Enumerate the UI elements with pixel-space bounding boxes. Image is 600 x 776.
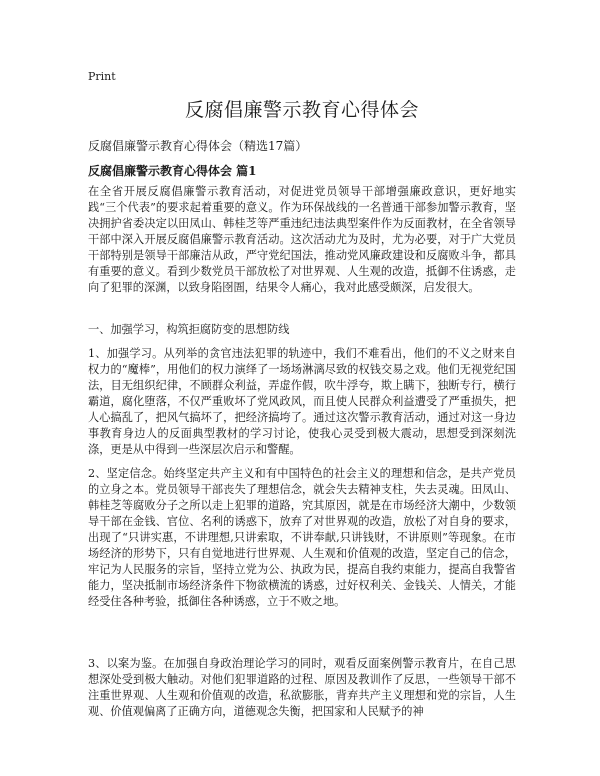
paragraph-item-1: 1、加强学习。从列举的贪官违法犯罪的轨迹中，我们不难看出，他们的不义之财来自权力的“魔棒”，用他们的权力演绎了一场场淋漓尽致的权钱交易之戏。他们无视党纪国法，目无组织纪律，不顾群众利益，弄虚作假，吹牛浮夸，欺上瞒下，独断专行，横行霸道，腐化堕落，不仅严重败坏了党风政风，而且使人民群众利益遭受了严重损失，把人心搞乱了，把风气搞坏了，把经济搞垮了。通过这次警示教育活动，通过对这一身边事教育身边人的反面典型教材的学习讨论，使我心灵受到极大震动，思想受到深刻洗涤，更是从中得到一些深层次启示和警醒。 [88,347,516,456]
intro-paragraph: 在全省开展反腐倡廉警示教育活动，对促进党员领导干部增强廉政意识，更好地实践“三个代表”的要求起着重要的意义。作为环保战线的一名普通干部参加警示教育，坚决拥护省委决定以田凤山、韩桂芝等严重违纪违法典型案件作为反面教材，在全省领导干部中深入开展反腐倡廉警示教育活动。这次活动尤为及时，尤为必要，对于广大党员干部特别是领导干部廉洁从政，严守党纪国法，推动党风廉政建设和反腐败斗争，都具有重要的意义。看到少数党员干部放松了对世界观、人生观的改造，抵御不住诱惑，走向了犯罪的深渊，以致身陷囹圄，结果令人痛心，我对此感受颇深，启发很大。 [88,185,516,294]
subheading-1: 一、加强学习，构筑拒腐防变的思想防线 [88,323,290,336]
section-heading: 反腐倡廉警示教育心得体会 篇1 [88,164,257,178]
print-label: Print [88,70,116,83]
document-subtitle: 反腐倡廉警示教育心得体会（精选17篇） [88,139,308,153]
page-title: 反腐倡廉警示教育心得体会 [184,99,419,121]
paragraph-item-3: 3、以案为鉴。在加强自身政治理论学习的同时，观看反面案例警示教育片，在自己思想深处受到极大触动。对他们犯罪道路的过程、原因及教训作了反思，一些领导干部不注重世界观、人生观和价值观的改造，私欲膨胀，背弃共产主义理想和党的宗旨，人生观、价值观偏离了正确方向，道德观念失衡，把国家和人民赋予的神 [88,657,516,718]
paragraph-item-2: 2、坚定信念。始终坚定共产主义和有中国特色的社会主义的理想和信念，是共产党员的立身之本。党员领导干部丧失了理想信念，就会失去精神支柱，失去灵魂。田凤山、韩桂芝等腐败分子之所以走上犯罪的道路，究其原因，就是在市场经济大潮中，少数领导干部在金钱、官位、名利的诱惑下，放弃了对世界观的改造，放松了对自身的要求，出现了“只讲实惠，不讲理想,只讲索取，不讲奉献,只讲钱财，不讲原则”等现象。在市场经济的形势下，只有自觉地进行世界观、人生观和价值观的改造，坚定自己的信念，牢记为人民服务的宗旨，坚持立党为公、执政为民，提高自我约束能力，提高自我警省能力，坚决抵制市场经济条件下物欲横流的诱惑，过好权利关、金钱关、人情关，才能经受住各种考验，抵御住各种诱惑，立于不败之地。 [88,467,516,608]
